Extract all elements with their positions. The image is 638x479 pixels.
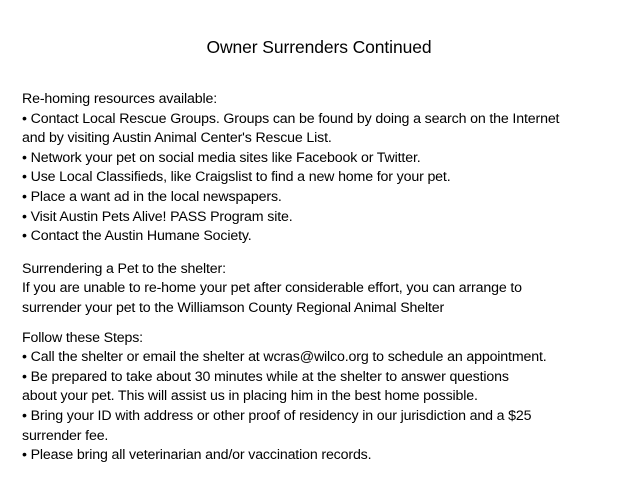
slide-title: Owner Surrenders Continued (206, 37, 432, 57)
surrendering-heading: Surrendering a Pet to the shelter: (22, 260, 226, 277)
rehoming-line: • Contact the Austin Humane Society. (22, 228, 252, 245)
steps-line: • Call the shelter or email the shelter at wcras@wilco.org to schedule an appointment. (22, 349, 547, 366)
slide-body (22, 90, 622, 466)
rehoming-line: • Network your pet on social media sites like Facebook or Twitter. (22, 149, 421, 166)
steps-line: • Please bring all veterinarian and/or vaccination records. (22, 447, 372, 464)
surrendering-section (22, 260, 622, 319)
steps-line: about your pet. This will assist us in placing him in the best home possible. (22, 388, 478, 405)
rehoming-line: • Visit Austin Pets Alive! PASS Program site. (22, 208, 293, 225)
steps-section (22, 329, 622, 466)
rehoming-line: • Contact Local Rescue Groups. Groups can be found by doing a search on the Internet (22, 110, 560, 127)
steps-line: • Bring your ID with address or other proof of residency in our jurisdiction and a $25 (22, 407, 532, 424)
surrendering-line: If you are unable to re-home your pet after considerable effort, you can arrange to (22, 280, 522, 297)
rehoming-line: and by visiting Austin Animal Center's Rescue List. (22, 130, 332, 147)
steps-line: surrender fee. (22, 427, 109, 444)
surrendering-line: surrender your pet to the Williamson County Regional Animal Shelter (22, 299, 445, 316)
rehoming-heading: Re-homing resources available: (22, 91, 218, 107)
steps-line: • Be prepared to take about 30 minutes while at the shelter to answer questions (22, 368, 509, 385)
rehoming-section (22, 90, 622, 247)
steps-heading: Follow these Steps: (22, 329, 143, 346)
rehoming-line: • Place a want ad in the local newspapers. (22, 188, 282, 205)
rehoming-line: • Use Local Classifieds, like Craigslist to find a new home for your pet. (22, 169, 451, 186)
